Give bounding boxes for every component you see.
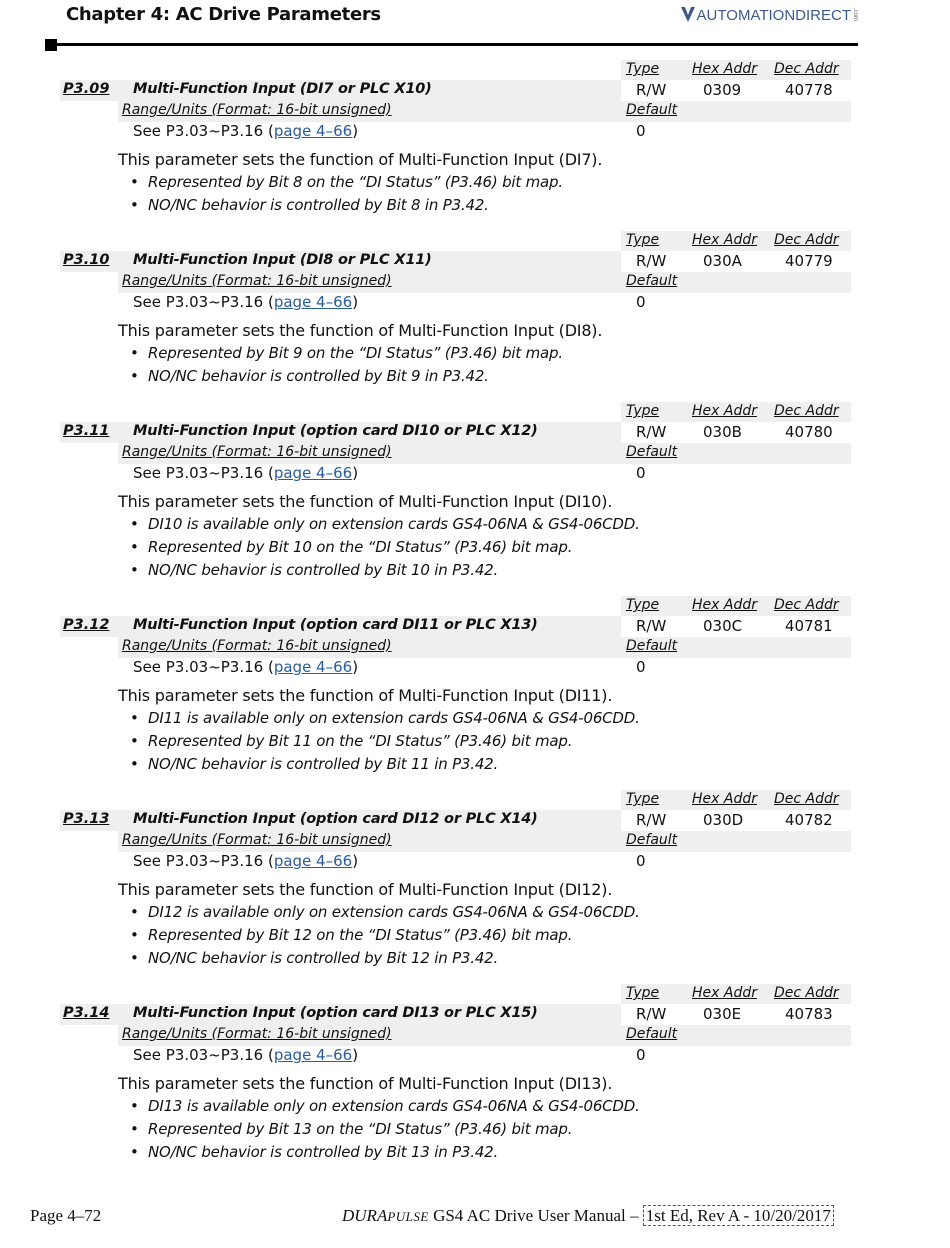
type-column-label: Type bbox=[626, 791, 660, 807]
parameter-description: This parameter sets the function of Multi-Function Input (DI11). bbox=[118, 686, 613, 705]
hex-addr-column-label: Hex Addr bbox=[692, 61, 757, 77]
footer-revision: 1st Ed, Rev A - 10/20/2017 bbox=[643, 1205, 834, 1226]
default-label: Default bbox=[626, 638, 678, 654]
parameter-description: This parameter sets the function of Multi-Function Input (DI12). bbox=[118, 880, 613, 899]
bullet-item bbox=[130, 515, 640, 538]
default-value: 0 bbox=[636, 464, 646, 482]
bullet-item bbox=[130, 367, 563, 390]
bullet-list bbox=[130, 344, 563, 390]
bullet-text: Represented by Bit 11 on the “DI Status” (P3.46) bit map. bbox=[148, 732, 573, 751]
default-label: Default bbox=[626, 832, 678, 848]
page-number: Page 4–72 bbox=[30, 1206, 102, 1225]
automationdirect-logo bbox=[680, 6, 858, 24]
default-value: 0 bbox=[636, 293, 646, 311]
range-units-label: Range/Units (Format: 16-bit unsigned) bbox=[122, 832, 392, 848]
bullet-item bbox=[130, 196, 563, 219]
see-reference bbox=[133, 852, 358, 870]
bullet-list bbox=[130, 1097, 640, 1167]
bullet-text: Represented by Bit 9 on the “DI Status” (P3.46) bit map. bbox=[148, 344, 563, 362]
parameter-dec-addr: 40781 bbox=[785, 617, 833, 635]
bullet-text: DI13 is available only on extension cards GS4-06NA & GS4-06CDD. bbox=[148, 1097, 640, 1115]
bullet-list bbox=[130, 173, 563, 219]
parameter-code: P3.12 bbox=[63, 617, 110, 633]
hex-addr-column-label: Hex Addr bbox=[692, 985, 757, 1001]
see-suffix: ) bbox=[352, 464, 359, 482]
see-suffix: ) bbox=[352, 852, 359, 870]
parameter-code: P3.14 bbox=[63, 1005, 110, 1021]
parameter-name: Multi-Function Input (option card DI10 or PLC X12) bbox=[133, 423, 538, 439]
parameter-code: P3.11 bbox=[63, 423, 110, 439]
default-label: Default bbox=[626, 444, 678, 460]
see-prefix: See P3.03~P3.16 ( bbox=[133, 293, 274, 311]
parameter-description: This parameter sets the function of Multi-Function Input (DI7). bbox=[118, 150, 603, 169]
default-value: 0 bbox=[636, 1046, 646, 1064]
parameter-dec-addr: 40783 bbox=[785, 1005, 833, 1023]
parameter-dec-addr: 40780 bbox=[785, 423, 833, 441]
see-prefix: See P3.03~P3.16 ( bbox=[133, 122, 274, 140]
bullet-text: NO/NC behavior is controlled by Bit 12 in P3.42. bbox=[148, 949, 499, 968]
bullet-item bbox=[130, 344, 563, 367]
bullet-dot-icon: • bbox=[130, 949, 139, 968]
bullet-dot-icon: • bbox=[130, 344, 139, 362]
header-rule bbox=[45, 43, 858, 46]
parameter-type: R/W bbox=[636, 423, 667, 441]
see-prefix: See P3.03~P3.16 ( bbox=[133, 464, 274, 482]
see-reference bbox=[133, 293, 358, 311]
bullet-item bbox=[130, 709, 640, 732]
default-label: Default bbox=[626, 102, 678, 118]
parameter-dec-addr: 40778 bbox=[785, 81, 833, 99]
parameter-type: R/W bbox=[636, 617, 667, 635]
bullet-item bbox=[130, 903, 640, 926]
bullet-text: Represented by Bit 10 on the “DI Status” (P3.46) bit map. bbox=[148, 538, 573, 557]
parameter-hex-addr: 030C bbox=[703, 617, 743, 635]
logo-chevron-icon bbox=[680, 6, 696, 24]
see-reference bbox=[133, 464, 358, 482]
parameter-dec-addr: 40779 bbox=[785, 252, 833, 270]
parameter-description: This parameter sets the function of Multi-Function Input (DI8). bbox=[118, 321, 603, 340]
dec-addr-column-label: Dec Addr bbox=[774, 985, 839, 1001]
bullet-text: Represented by Bit 8 on the “DI Status” (P3.46) bit map. bbox=[148, 173, 563, 191]
type-column-label: Type bbox=[626, 985, 660, 1001]
bullet-dot-icon: • bbox=[130, 1097, 139, 1115]
parameter-hex-addr: 030B bbox=[703, 423, 742, 441]
dec-addr-column-label: Dec Addr bbox=[774, 403, 839, 419]
type-column-label: Type bbox=[626, 61, 660, 77]
parameter-hex-addr: 0309 bbox=[703, 81, 742, 99]
type-column-label: Type bbox=[626, 597, 660, 613]
bullet-text: Represented by Bit 13 on the “DI Status” (P3.46) bit map. bbox=[148, 1120, 573, 1139]
parameter-type: R/W bbox=[636, 81, 667, 99]
range-units-label: Range/Units (Format: 16-bit unsigned) bbox=[122, 638, 392, 654]
bullet-dot-icon: • bbox=[130, 709, 139, 727]
bullet-item bbox=[130, 926, 640, 949]
see-prefix: See P3.03~P3.16 ( bbox=[133, 852, 274, 870]
bullet-dot-icon: • bbox=[130, 515, 139, 533]
footer-brand: DURA bbox=[342, 1206, 388, 1225]
bullet-dot-icon: • bbox=[130, 926, 139, 945]
page-reference-link[interactable]: page 4–66 bbox=[273, 852, 353, 870]
parameter-code: P3.10 bbox=[63, 252, 110, 268]
parameter-hex-addr: 030A bbox=[703, 252, 742, 270]
bullet-text: DI10 is available only on extension cards GS4-06NA & GS4-06CDD. bbox=[148, 515, 640, 533]
bullet-item bbox=[130, 732, 640, 755]
parameter-type: R/W bbox=[636, 252, 667, 270]
page-reference-link[interactable]: page 4–66 bbox=[273, 658, 353, 676]
parameter-name: Multi-Function Input (option card DI13 or PLC X15) bbox=[133, 1005, 538, 1021]
bullet-dot-icon: • bbox=[130, 538, 139, 557]
type-column-label: Type bbox=[626, 403, 660, 419]
type-column-label: Type bbox=[626, 232, 660, 248]
bullet-item bbox=[130, 949, 640, 972]
bullet-dot-icon: • bbox=[130, 732, 139, 751]
bullet-item bbox=[130, 755, 640, 778]
footer-manual-title bbox=[342, 1206, 834, 1226]
bullet-text: Represented by Bit 12 on the “DI Status” (P3.46) bit map. bbox=[148, 926, 573, 945]
parameter-dec-addr: 40782 bbox=[785, 811, 833, 829]
bullet-list bbox=[130, 709, 640, 779]
default-label: Default bbox=[626, 1026, 678, 1042]
default-label: Default bbox=[626, 273, 678, 289]
page-reference-link[interactable]: page 4–66 bbox=[273, 122, 353, 140]
parameter-type: R/W bbox=[636, 1005, 667, 1023]
bullet-text: NO/NC behavior is controlled by Bit 13 in P3.42. bbox=[148, 1143, 499, 1162]
see-reference bbox=[133, 658, 358, 676]
bullet-dot-icon: • bbox=[130, 367, 139, 386]
parameter-type: R/W bbox=[636, 811, 667, 829]
bullet-text: DI11 is available only on extension cards GS4-06NA & GS4-06CDD. bbox=[148, 709, 640, 727]
parameter-name: Multi-Function Input (DI7 or PLC X10) bbox=[133, 81, 432, 97]
bullet-dot-icon: • bbox=[130, 1120, 139, 1139]
dec-addr-column-label: Dec Addr bbox=[774, 61, 839, 77]
bullet-text: NO/NC behavior is controlled by Bit 9 in P3.42. bbox=[148, 367, 489, 386]
dec-addr-column-label: Dec Addr bbox=[774, 232, 839, 248]
hex-addr-column-label: Hex Addr bbox=[692, 791, 757, 807]
parameter-hex-addr: 030D bbox=[703, 811, 744, 829]
bullet-item bbox=[130, 1143, 640, 1166]
bullet-dot-icon: • bbox=[130, 1143, 139, 1162]
see-suffix: ) bbox=[352, 1046, 359, 1064]
default-value: 0 bbox=[636, 852, 646, 870]
chapter-title: Chapter 4: AC Drive Parameters bbox=[66, 4, 381, 25]
bullet-dot-icon: • bbox=[130, 561, 139, 580]
see-suffix: ) bbox=[352, 658, 359, 676]
bullet-list bbox=[130, 903, 640, 973]
hex-addr-column-label: Hex Addr bbox=[692, 597, 757, 613]
default-value: 0 bbox=[636, 122, 646, 140]
range-units-label: Range/Units (Format: 16-bit unsigned) bbox=[122, 1026, 392, 1042]
logo-text: AUTOMATIONDIRECT bbox=[696, 6, 851, 24]
parameter-hex-addr: 030E bbox=[703, 1005, 742, 1023]
parameter-name: Multi-Function Input (DI8 or PLC X11) bbox=[133, 252, 432, 268]
see-prefix: See P3.03~P3.16 ( bbox=[133, 658, 274, 676]
parameter-name: Multi-Function Input (option card DI11 or PLC X13) bbox=[133, 617, 538, 633]
bullet-item bbox=[130, 538, 640, 561]
range-units-label: Range/Units (Format: 16-bit unsigned) bbox=[122, 444, 392, 460]
bullet-item bbox=[130, 1097, 640, 1120]
page-reference-link[interactable]: page 4–66 bbox=[273, 1046, 353, 1064]
parameter-description: This parameter sets the function of Multi-Function Input (DI13). bbox=[118, 1074, 613, 1093]
dec-addr-column-label: Dec Addr bbox=[774, 597, 839, 613]
parameter-code: P3.13 bbox=[63, 811, 110, 827]
see-suffix: ) bbox=[352, 122, 359, 140]
bullet-text: NO/NC behavior is controlled by Bit 11 in P3.42. bbox=[148, 755, 499, 774]
bullet-text: NO/NC behavior is controlled by Bit 8 in P3.42. bbox=[148, 196, 489, 215]
see-prefix: See P3.03~P3.16 ( bbox=[133, 1046, 274, 1064]
bullet-list bbox=[130, 515, 640, 585]
range-units-label: Range/Units (Format: 16-bit unsigned) bbox=[122, 102, 392, 118]
dec-addr-column-label: Dec Addr bbox=[774, 791, 839, 807]
see-reference bbox=[133, 122, 358, 140]
bullet-text: DI12 is available only on extension cards GS4-06NA & GS4-06CDD. bbox=[148, 903, 640, 921]
bullet-dot-icon: • bbox=[130, 903, 139, 921]
hex-addr-column-label: Hex Addr bbox=[692, 232, 757, 248]
bullet-dot-icon: • bbox=[130, 196, 139, 215]
page-reference-link[interactable]: page 4–66 bbox=[273, 293, 353, 311]
logo-suffix: .com bbox=[852, 8, 858, 22]
bullet-dot-icon: • bbox=[130, 173, 139, 191]
page-reference-link[interactable]: page 4–66 bbox=[273, 464, 353, 482]
parameter-name: Multi-Function Input (option card DI12 or PLC X14) bbox=[133, 811, 538, 827]
bullet-text: NO/NC behavior is controlled by Bit 10 in P3.42. bbox=[148, 561, 499, 580]
bullet-item bbox=[130, 173, 563, 196]
bullet-dot-icon: • bbox=[130, 755, 139, 774]
see-reference bbox=[133, 1046, 358, 1064]
footer-title-text: GS4 AC Drive User Manual – bbox=[428, 1206, 643, 1225]
footer-brand-small: PULSE bbox=[387, 1209, 429, 1224]
range-units-label: Range/Units (Format: 16-bit unsigned) bbox=[122, 273, 392, 289]
bullet-item bbox=[130, 561, 640, 584]
hex-addr-column-label: Hex Addr bbox=[692, 403, 757, 419]
bullet-item bbox=[130, 1120, 640, 1143]
see-suffix: ) bbox=[352, 293, 359, 311]
default-value: 0 bbox=[636, 658, 646, 676]
parameter-code: P3.09 bbox=[63, 81, 110, 97]
parameter-description: This parameter sets the function of Multi-Function Input (DI10). bbox=[118, 492, 613, 511]
